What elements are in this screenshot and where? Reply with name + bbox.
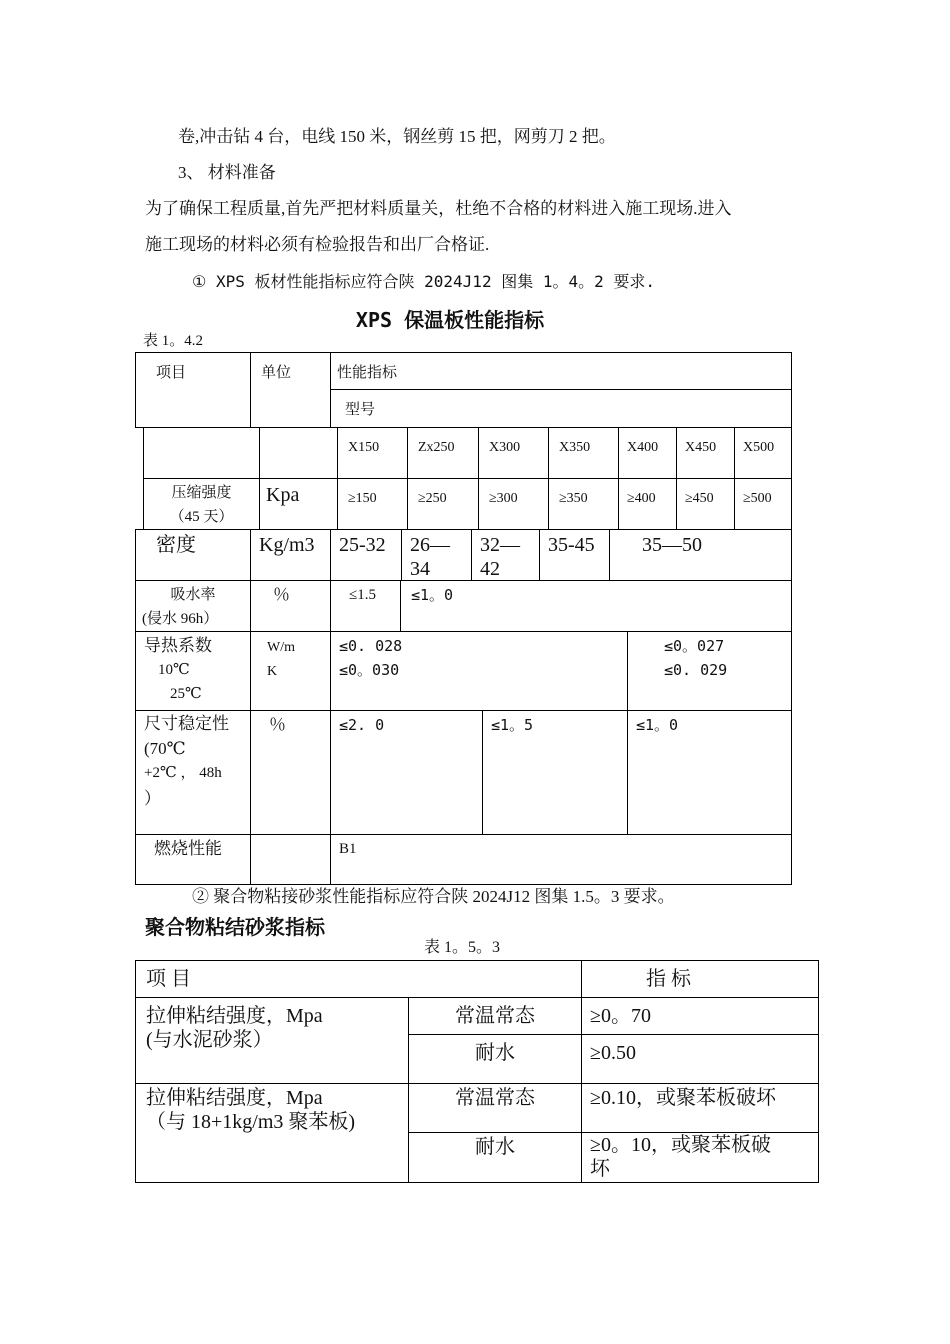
t1-dim-label [135,710,251,835]
t1-fire-unit-empty [250,834,331,885]
t1-density-unit: Kg/m3 [250,529,331,581]
t1-model-x350: X350 [548,427,619,479]
paragraph-tools: 卷,冲击钻 4 台，电线 150 米，钢丝剪 15 把，网剪刀 2 把。 [178,127,616,146]
t1-thermal-left-line1: ≤0. 028 [339,637,403,655]
t1-model-zx250: Zx250 [407,427,479,479]
t1-dim-val3: ≤1。0 [627,710,792,835]
t2-row2-label-line1: 拉伸粘结强度，Mpa [146,1087,323,1109]
t1-density-x400-x500: 35—50 [609,529,792,581]
t1-water-unit: ％ [250,580,331,632]
t1-header-model: 型号 [330,389,792,428]
t1-thermal-label [135,631,251,711]
t1-dim-label-line2: (70℃ [144,739,186,758]
t1-thermal-unit-line2: K [267,664,278,679]
t1-model-x500: X500 [734,427,792,479]
t2-row1-water: 耐水 [408,1034,582,1084]
t1-model-x400: X400 [618,427,677,479]
t1-fire-value: B1 [330,834,792,885]
t1-density-x350: 35-45 [539,529,610,581]
t1-model-row-empty2 [259,427,338,479]
t1-thermal-label-text: 导热系数 [144,636,212,655]
t1-header-item: 项目 [135,352,251,428]
t1-density-zx250: 26—34 [401,529,472,581]
t1-water-label-text: 吸水率 [170,587,216,603]
t1-thermal-left [330,631,628,711]
t1-water-others: ≤1。0 [400,580,792,632]
t1-compress-label [143,478,260,530]
paragraph-quality: 为了确保工程质量,首先严把材料质量关，杜绝不合格的材料进入施工现场.进入 [145,199,732,218]
t1-compress-x350: ≥350 [548,478,619,530]
paragraph-certificate: 施工现场的材料必须有检验报告和出厂合格证. [145,235,490,254]
t1-water-x150: ≤1.5 [330,580,401,632]
t1-compress-x450: ≥450 [676,478,735,530]
t1-compress-label-text: 压缩强度 [171,485,232,501]
t1-density-x300: 32—42 [471,529,540,581]
t1-thermal-temp2: 25℃ [170,686,202,702]
t1-density-label: 密度 [135,529,251,581]
t2-row1-water-value: ≥0.50 [581,1034,819,1084]
t1-water-label [135,580,251,632]
item-xps-requirement: ① XPS 板材性能指标应符合陕 2024J12 图集 1。4。2 要求. [192,272,656,291]
t1-compress-zx250: ≥250 [407,478,479,530]
t2-row1-normal: 常温常态 [408,997,582,1035]
t1-dim-val2: ≤1。5 [482,710,628,835]
t1-compress-x500: ≥500 [734,478,792,530]
t1-dim-label-line3: +2℃ ， 48h [144,765,222,781]
t2-row2-normal-value: ≥0.10，或聚苯板破坏 [581,1083,819,1133]
t1-thermal-temp1: 10℃ [158,662,190,678]
t1-dim-label-line1: 尺寸稳定性 [144,714,229,733]
t1-header-performance: 性能指标 [330,352,792,390]
t2-row2-label-line2: （与 18+1kg/m3 聚苯板) [146,1111,356,1133]
t2-row2-water-value-line2: 坏 [590,1158,610,1180]
t1-model-row-empty1 [143,427,260,479]
t1-model-x150: X150 [337,427,408,479]
t1-compress-x400: ≥400 [618,478,677,530]
t2-header-item: 项 目 [135,960,582,998]
t1-dim-label-line4: ） [144,789,161,808]
t2-row2-normal: 常温常态 [408,1083,582,1133]
t1-compress-unit: Kpa [259,478,338,530]
t2-row1-label-line2: (与水泥砂浆） [146,1029,273,1051]
table2-title: 聚合物粘结砂浆指标 [145,917,325,939]
t1-thermal-unit-line1: W/m [267,640,295,655]
t1-compress-x300: ≥300 [478,478,549,530]
t1-density-x150: 25-32 [330,529,402,581]
t1-thermal-right-line1: ≤0。027 [664,637,725,655]
t1-compress-x150: ≥150 [337,478,408,530]
t1-model-x450: X450 [676,427,735,479]
section-heading-materials: 3、 材料准备 [178,163,276,182]
t1-thermal-right [627,631,792,711]
t2-row2-water-value [581,1132,819,1183]
table1-caption: 表 1。4.2 [143,333,204,349]
t2-row1-normal-value: ≥0。70 [581,997,819,1035]
t2-row1-label [135,997,409,1084]
t2-header-index: 指 标 [581,960,819,998]
t1-compress-label-sub: （45 天） [169,509,234,525]
item-mortar-requirement: ② 聚合物粘接砂浆性能指标应符合陕 2024J12 图集 1.5。3 要求。 [192,887,675,906]
t1-thermal-unit [250,631,331,711]
t2-row2-water-value-line1: ≥0。10，或聚苯板破 [590,1134,771,1156]
t2-row2-water: 耐水 [408,1132,582,1183]
t1-header-unit: 单位 [250,352,331,428]
table1-title: XPS 保温板性能指标 [355,308,545,332]
t1-dim-val1: ≤2. 0 [330,710,483,835]
t1-water-label-sub: (侵水 96h） [142,611,219,627]
t1-fire-label: 燃烧性能 [135,834,251,885]
t1-thermal-right-line2: ≤0. 029 [664,661,728,679]
t2-row2-label [135,1083,409,1183]
t2-row1-label-line1: 拉伸粘结强度，Mpa [146,1005,323,1027]
t1-thermal-left-line2: ≤0。030 [339,661,400,679]
t1-model-x300: X300 [478,427,549,479]
table2-caption: 表 1。5。3 [423,939,500,956]
t1-dim-unit: ％ [250,710,331,835]
